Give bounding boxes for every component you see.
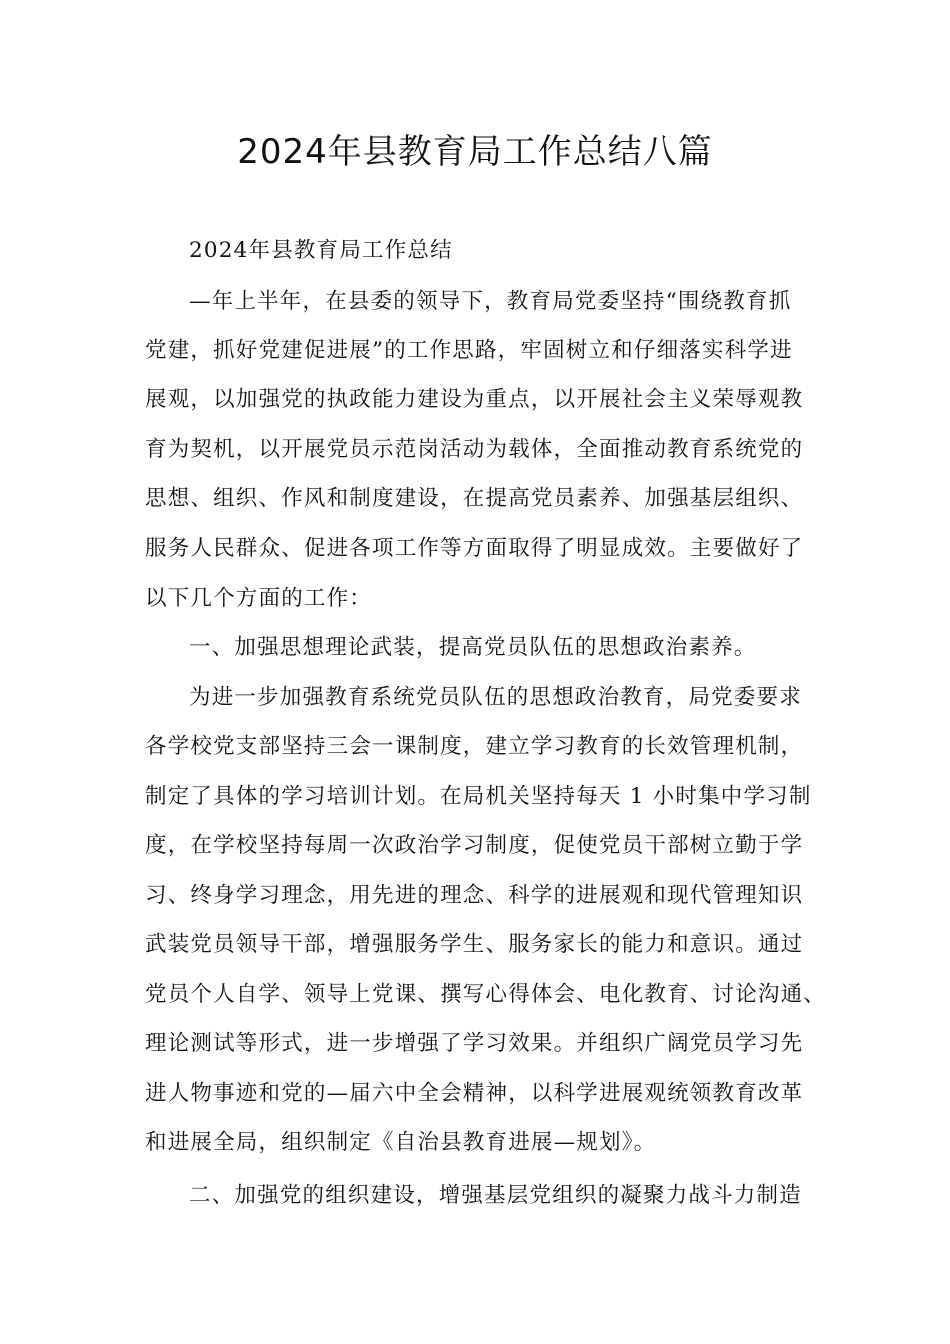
paragraph-line: 育为契机，以开展党员示范岗活动为载体，全面推动教育系统党的 bbox=[145, 437, 804, 462]
paragraph-line: 各学校党支部坚持三会一课制度，建立学习教育的长效管理机制， bbox=[145, 734, 804, 759]
paragraph-line: 展观，以加强党的执政能力建设为重点，以开展社会主义荣辱观教 bbox=[145, 387, 804, 412]
paragraph-line: 和进展全局，组织制定《自治县教育进展—规划》。 bbox=[145, 1130, 657, 1155]
paragraph-line: 以下几个方面的工作： bbox=[145, 586, 373, 611]
paragraph-line: 制定了具体的学习培训计划。在局机关坚持每天 1 小时集中学习制 bbox=[145, 784, 812, 809]
paragraph-line: 思想、组织、作风和制度建设，在提高党员素养、加强基层组织、 bbox=[145, 486, 804, 511]
paragraph-line: 习、终身学习理念，用先进的理念、科学的进展观和现代管理知识 bbox=[145, 883, 804, 908]
paragraph-line: 度，在学校坚持每周一次政治学习制度，促使党员干部树立勤于学 bbox=[145, 833, 804, 858]
paragraph-line: 党员个人自学、领导上党课、撰写心得体会、电化教育、讨论沟通、 bbox=[145, 982, 827, 1007]
section-heading: 一、加强思想理论武装，提高党员队伍的思想政治素养。 bbox=[189, 635, 757, 660]
paragraph-line: 进人物事迹和党的—届六中全会精神，以科学进展观统领教育改革 bbox=[145, 1081, 804, 1106]
paragraph-line: 党建，抓好党建促进展”的工作思路，牢固树立和仔细落实科学进 bbox=[145, 338, 793, 363]
section-heading: 二、加强党的组织建设，增强基层党组织的凝聚力战斗力制造 bbox=[189, 1183, 802, 1208]
paragraph-line: —年上半年，在县委的领导下，教育局党委坚持“围绕教育抓 bbox=[189, 289, 792, 314]
document-title: 2024年县教育局工作总结八篇 bbox=[237, 132, 713, 172]
subtitle-line: 2024年县教育局工作总结 bbox=[189, 238, 453, 263]
paragraph-line: 理论测试等形式，进一步增强了学习效果。并组织广阔党员学习先 bbox=[145, 1031, 804, 1056]
paragraph-line: 武装党员领导干部，增强服务学生、服务家长的能力和意识。通过 bbox=[145, 932, 804, 957]
paragraph-line: 服务人民群众、促进各项工作等方面取得了明显成效。主要做好了 bbox=[145, 536, 804, 561]
paragraph-line: 为进一步加强教育系统党员队伍的思想政治教育，局党委要求 bbox=[189, 685, 802, 710]
